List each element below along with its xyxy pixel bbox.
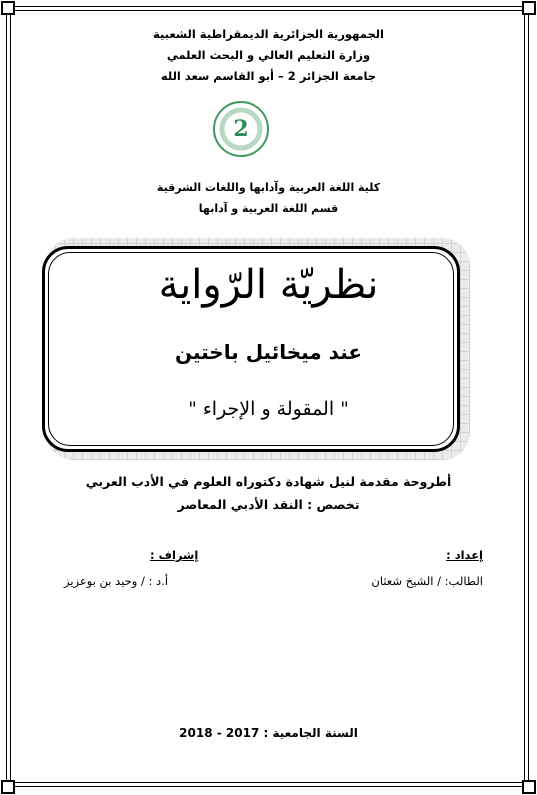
thesis-description: أطروحة مقدمة لنيل شهادة دكتوراه العلوم في الأدب العربي [85, 474, 452, 489]
university-name: جامعة الجزائر 2 – أبو القاسم سعد الله [160, 69, 377, 83]
thesis-specialty: تخصص : النقد الأدبي المعاصر [177, 497, 360, 512]
page-corner-bottom-right [522, 780, 536, 794]
page-corner-top-left [1, 1, 15, 15]
university-logo-icon [212, 100, 270, 158]
faculty-name: كلية اللغة العربية وآدابها واللغات الشرقية [156, 181, 381, 194]
prepared-by-label: إعداد : [446, 548, 483, 562]
department-name: قسم اللغة العربية و آدابها [198, 202, 339, 215]
ministry-name: وزارة التعليم العالي و البحث العلمي [166, 48, 371, 62]
page-corner-top-right [522, 1, 536, 15]
logo-mark: 2 [233, 116, 249, 142]
university-logo [212, 100, 270, 158]
supervisor-name: أ.د : / وحيد بن بوعزيز [64, 574, 169, 588]
student-name: الطالب: / الشيخ شعثان [371, 574, 483, 588]
thesis-title: نظريّة الرّواية [158, 262, 379, 308]
republic-name: الجمهورية الجزائرية الديمقراطية الشعبية [152, 27, 384, 41]
academic-year: السنة الجامعية : 2017 - 2018 [179, 726, 358, 740]
thesis-subtitle: عند ميخائيل باختين [174, 340, 363, 364]
thesis-tagline: " المقولة و الإجراء " [188, 398, 349, 420]
supervised-by-label: إشراف : [150, 548, 199, 562]
page-corner-bottom-left [1, 780, 15, 794]
